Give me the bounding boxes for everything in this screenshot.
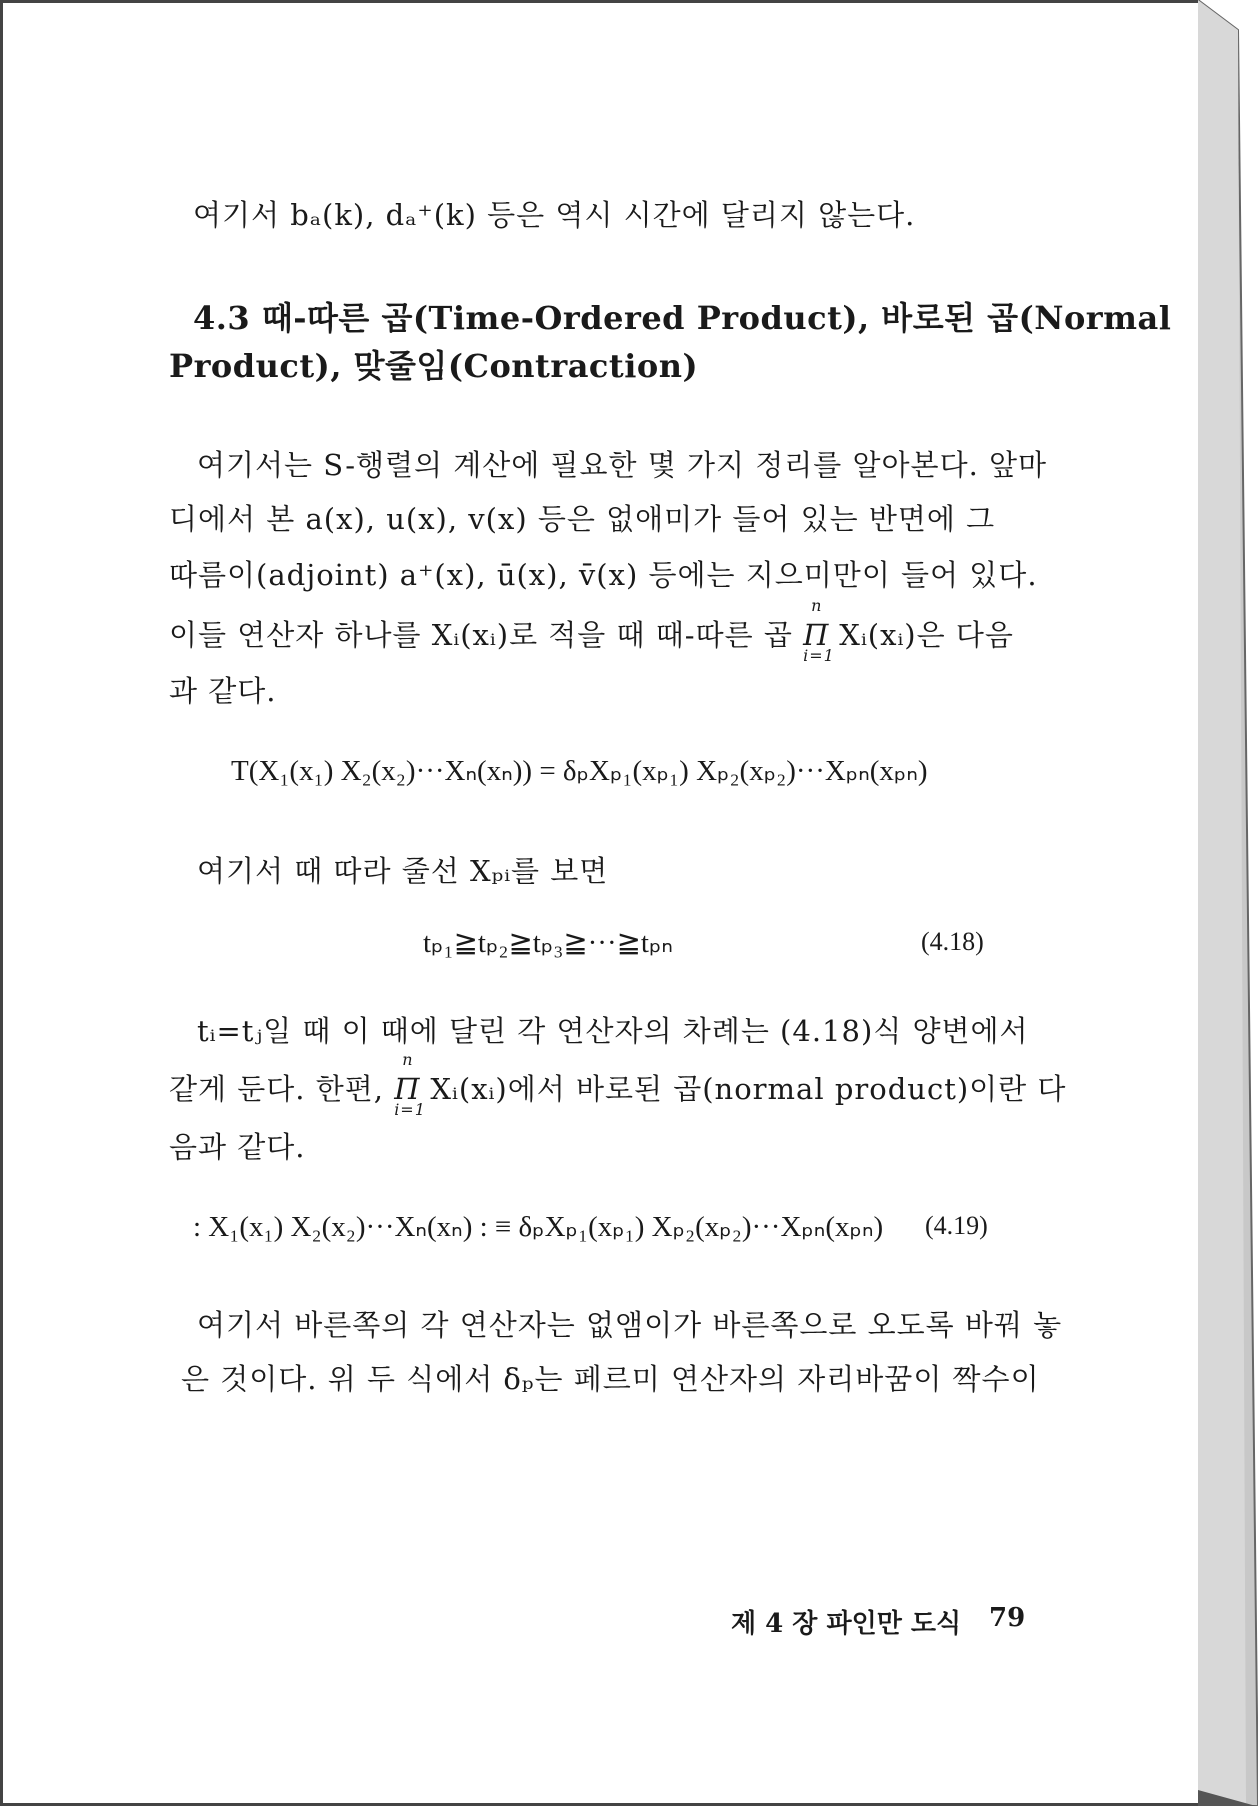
- text-line: 디에서 본 a(x), u(x), v(x) 등은 없애미가 들어 있는 반면에 그: [169, 502, 996, 536]
- text-line: 은 것이다. 위 두 식에서 δₚ는 페르미 연산자의 자리바꿈이 짝수이: [181, 1362, 1040, 1396]
- text-line: tᵢ=tⱼ일 때 이 때에 달린 각 연산자의 차례는 (4.18)식 양변에서: [197, 1014, 1029, 1048]
- product-upper-limit: n: [402, 1050, 414, 1069]
- text-segment: Xᵢ(xᵢ)에서 바로된 곱(normal product)이란 다: [430, 1072, 1067, 1106]
- product-sign: Π: [803, 618, 830, 652]
- product-lower-limit: i=1: [803, 646, 835, 665]
- product-lower-limit: i=1: [394, 1100, 426, 1119]
- text-line: 여기서는 S-행렬의 계산에 필요한 몇 가지 정리를 알아본다. 앞마: [197, 448, 1048, 482]
- text-segment: Xᵢ(xᵢ)은 다음: [839, 618, 1014, 652]
- text-segment: 이들 연산자 하나를 Xᵢ(xᵢ)로 적을 때 때-따른 곱: [169, 618, 793, 652]
- page-stack-edge: [1198, 0, 1258, 1806]
- text-line: 여기서 bₐ(k), dₐ⁺(k) 등은 역시 시간에 달리지 않는다.: [193, 198, 916, 232]
- text-line: 여기서 때 따라 줄선 Xₚᵢ를 보면: [197, 854, 609, 888]
- equation-number: (4.18): [921, 927, 984, 956]
- equation: T(X₁(x₁) X₂(x₂)···Xₙ(xₙ)) = δₚXₚ₁(xₚ₁) Xₚ₂(xₚ₂)···Xₚₙ(xₚₙ): [231, 755, 928, 787]
- text-line: 과 같다.: [169, 674, 277, 708]
- chapter-title: 제 4 장 파인만 도식: [731, 1609, 962, 1639]
- text-line-with-product: [169, 596, 1014, 665]
- section-heading-cont: Product), 맞줄임(Contraction): [169, 347, 699, 385]
- product-symbol: [394, 1050, 426, 1119]
- text-line: 음과 같다.: [169, 1130, 306, 1164]
- product-upper-limit: n: [811, 596, 823, 615]
- text-line: 여기서 바른쪽의 각 연산자는 없앰이가 바른쪽으로 오도록 바꿔 놓: [197, 1308, 1063, 1342]
- equation: : X₁(x₁) X₂(x₂)···Xₙ(xₙ) : ≡ δₚXₚ₁(xₚ₁) Xₚ₂(xₚ₂)···Xₚₙ(xₚₙ): [193, 1211, 884, 1243]
- equation: tₚ₁≧tₚ₂≧tₚ₃≧···≧tₚₙ: [423, 927, 673, 959]
- product-sign: Π: [394, 1072, 421, 1106]
- text-line: 따름이(adjoint) a⁺(x), ū(x), v̄(x) 등에는 지으미만이 들어 있다.: [169, 558, 1038, 592]
- text-segment: 같게 둔다. 한편,: [169, 1072, 384, 1106]
- page-number: 79: [989, 1603, 1026, 1633]
- equation-number: (4.19): [925, 1211, 988, 1240]
- product-symbol: [803, 596, 835, 665]
- text-line-with-product: [169, 1050, 1067, 1119]
- section-heading: 4.3 때-따른 곱(Time-Ordered Product), 바로된 곱(Normal: [193, 299, 1172, 337]
